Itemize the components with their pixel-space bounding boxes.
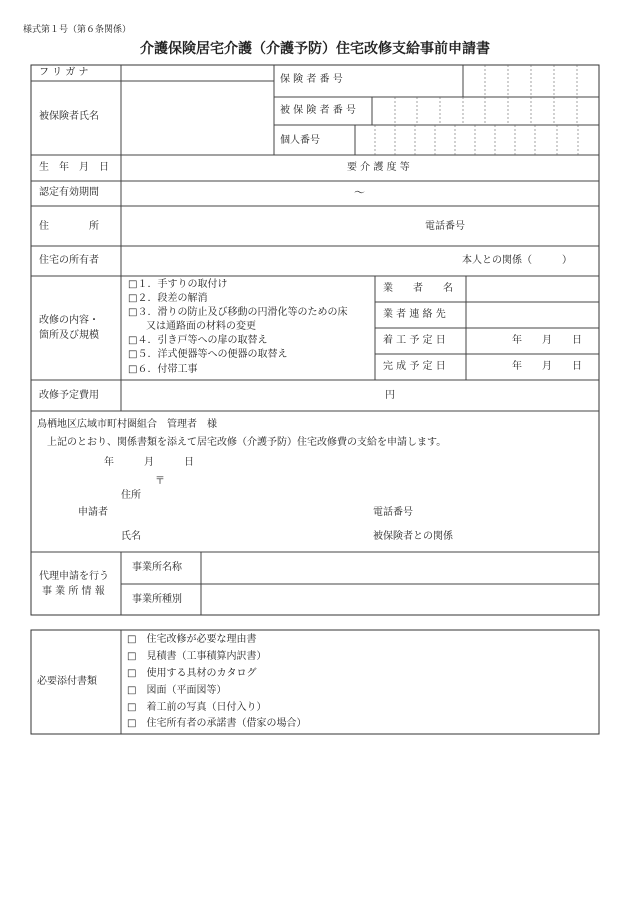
start-date-label: 着 工 予 定 日 <box>383 335 446 346</box>
renovation-item[interactable]: □４．引き戸等への扉の取替え <box>128 335 268 346</box>
renovation-item-continued: 又は通路面の材料の変更 <box>146 321 256 332</box>
applicant-label: 申請者 <box>78 507 108 518</box>
attachment-item[interactable]: □ 使用する具材のカタログ <box>127 668 257 679</box>
renovation-item[interactable]: □１．手すりの取付け <box>128 279 228 290</box>
care-level-label: 要 介 護 度 等 <box>347 162 410 173</box>
renovation-label-line2: 箇所及び規模 <box>39 330 99 341</box>
renovation-item[interactable]: □５．洋式便器等への便器の取替え <box>128 349 288 360</box>
attachment-item[interactable]: □ 着工前の写真（日付入り） <box>127 702 267 713</box>
insured-name-label: 被保険者氏名 <box>39 111 99 122</box>
addressee: 鳥栖地区広域市町村圏組合 管理者 様 <box>37 419 217 430</box>
applicant-address-label: 住所 <box>121 490 141 501</box>
furigana-label: フ リ ガ ナ <box>39 67 89 78</box>
relation-to-insured-label: 被保険者との関係 <box>373 531 453 542</box>
renovation-label-line1: 改修の内容・ <box>39 315 99 326</box>
completion-date-value[interactable]: 年 月 日 <box>512 361 582 372</box>
attachment-item[interactable]: □ 見積書（工事積算内訳書） <box>127 651 267 662</box>
contractor-label: 業 者 名 <box>383 283 453 294</box>
postal-mark: 〒 <box>155 476 165 487</box>
office-type-label: 事業所種別 <box>132 594 182 605</box>
application-date[interactable]: 年 月 日 <box>104 457 194 468</box>
renovation-item[interactable]: □６．付帯工事 <box>128 364 198 375</box>
form-number: 様式第１号（第６条関係） <box>23 25 132 35</box>
applicant-phone-label: 電話番号 <box>373 507 413 518</box>
insurer-number-label: 保 険 者 番 号 <box>280 74 343 85</box>
completion-date-label: 完 成 予 定 日 <box>383 361 446 372</box>
renovation-item[interactable]: □３．滑りの防止及び移動の円滑化等のための床 <box>128 307 348 318</box>
applicant-name-label: 氏名 <box>121 531 141 542</box>
owner-label: 住宅の所有者 <box>39 255 99 266</box>
attachment-item[interactable]: □ 住宅改修が必要な理由書 <box>127 634 257 645</box>
phone-label: 電話番号 <box>425 221 465 232</box>
page-title: 介護保険居宅介護（介護予防）住宅改修支給事前申請書 <box>140 41 490 57</box>
attachment-item[interactable]: □ 図面（平面図等） <box>127 685 227 696</box>
agent-label-line2: 事 業 所 情 報 <box>42 586 105 597</box>
period-separator: ～ <box>354 186 365 199</box>
renovation-item[interactable]: □２．段差の解消 <box>128 293 208 304</box>
cost-label: 改修予定費用 <box>39 390 99 401</box>
agent-label-line1: 代理申請を行う <box>39 571 109 582</box>
application-statement: 上記のとおり、関係書類を添えて居宅改修（介護予防）住宅改修費の支給を申請します。 <box>47 437 447 448</box>
insured-number-label: 被 保 険 者 番 号 <box>280 105 356 116</box>
attachments-label: 必要添付書類 <box>37 676 97 687</box>
personal-number-label: 個人番号 <box>280 135 320 146</box>
birth-date-label: 生 年 月 日 <box>39 162 109 173</box>
address-label: 住 所 <box>39 221 99 232</box>
relation-label: 本人との関係（ ） <box>462 255 572 266</box>
validity-period-label: 認定有効期間 <box>39 187 99 198</box>
attachment-item[interactable]: □ 住宅所有者の承諾書（借家の場合） <box>127 718 307 729</box>
start-date-value[interactable]: 年 月 日 <box>512 335 582 346</box>
contractor-contact-label: 業 者 連 絡 先 <box>383 309 446 320</box>
yen-unit: 円 <box>385 390 395 401</box>
office-name-label: 事業所名称 <box>132 562 182 573</box>
